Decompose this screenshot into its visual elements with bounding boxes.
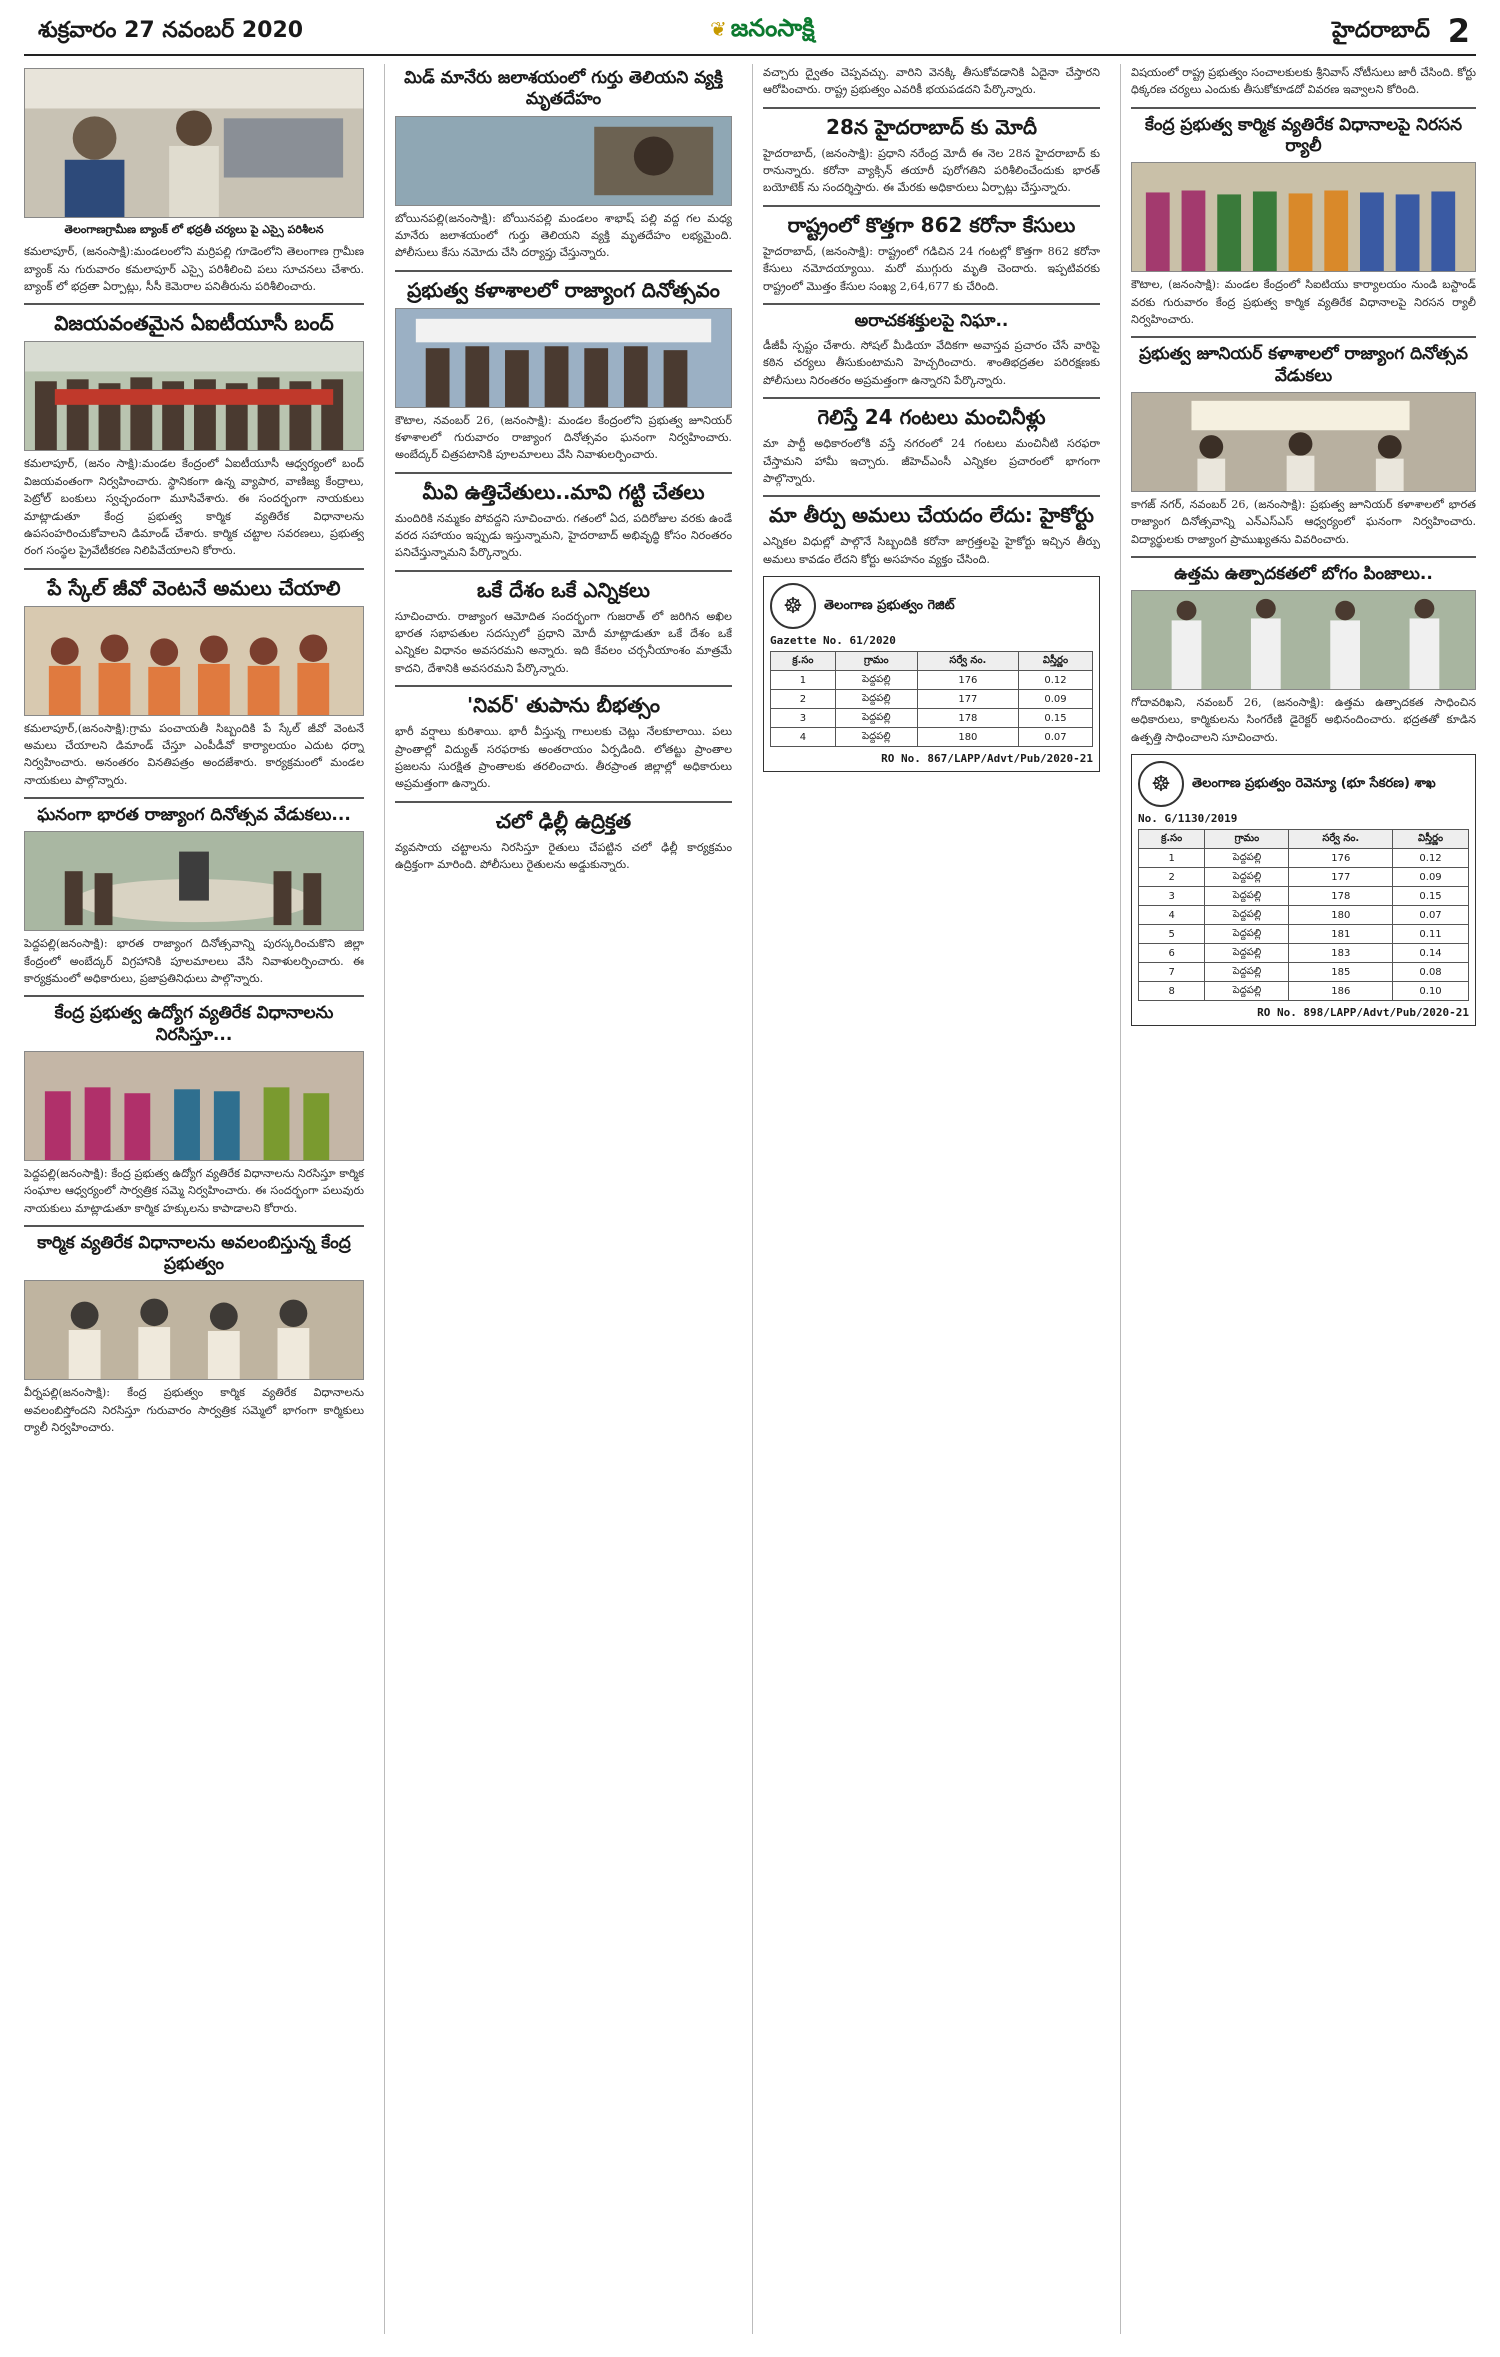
productivity-body: గోదావరిఖని, నవంబర్ 26, (జనంసాక్షి): ఉత్తమ ఉత్పాదకత సాధించిన అధికారులు, కార్మికులను సింగరేణి డైరెక్టర్ అభినందించారు. భద్రతతో కూడిన ఉత్పత్తి సాధించాలని సూచించారు.	[1131, 696, 1476, 744]
modi-visit-body: హైదరాబాద్, (జనంసాక్షి): ప్రధాని నరేంద్ర మోదీ ఈ నెల 28న హైదరాబాద్ కు రానున్నారు. కరోనా వ్యాక్సిన్ తయారీ పురోగతిని పరిశీలించేందుకు భారత్ బయోటెక్ ను సందర్శిస్తారు. ఈ మేరకు అధికారులు ఏర్పాట్లు చేస్తున్నారు.	[763, 146, 1100, 195]
story-divider	[395, 801, 732, 803]
high-court-body: ఎన్నికల విధుల్లో పాల్గొనే సిబ్బందికి కరోనా జాగ్రత్తలపై హైకోర్టు ఇచ్చిన తీర్పు అమలు కావడం లేదని కోర్టు అసహనం వ్యక్తం చేసింది.	[763, 535, 1100, 566]
table-cell: 6	[1139, 944, 1205, 963]
table-cell: 177	[917, 690, 1018, 709]
story-protest-rally	[1131, 115, 1476, 329]
table-cell: 0.10	[1393, 982, 1469, 1001]
story-bank-inspection	[24, 68, 364, 295]
story-constitution-day	[24, 805, 364, 987]
table-cell: 185	[1289, 963, 1393, 982]
table-cell: 0.07	[1018, 728, 1092, 747]
story-divider	[763, 205, 1100, 207]
table-cell: 0.09	[1018, 690, 1092, 709]
table-row	[1139, 982, 1469, 1001]
drinking-water-body: మా పార్టీ అధికారంలోకి వస్తే నగరంలో 24 గంటలు మంచినీటి సరఫరా చేస్తామని హామీ ఇచ్చారు. జీహెచ్ఎంసీ ఎన్నికల ప్రచారంలో భాగంగా పాల్గొన్నారు.	[763, 437, 1100, 485]
govt-college-body: కౌటాల, నవంబర్ 26, (జనంసాక్షి): మండల కేంద్రంలోని ప్రభుత్వ జూనియర్ కళాశాలలో గురువారం రాజ్యాంగ దినోత్సవం ఘనంగా నిర్వహించారు. అంబేద్కర్ చిత్రపటానికి పూలమాలలు వేసి నివాళులర్పించారు.	[395, 413, 732, 462]
productivity-photo	[1131, 590, 1476, 690]
gazette-header	[1138, 761, 1469, 807]
column-1	[24, 64, 374, 2334]
corona-cases-headline: రాష్ట్రంలో కొత్తగా 862 కరోనా కేసులు	[787, 212, 1076, 237]
table-cell: పెద్దపల్లి	[1205, 868, 1289, 887]
gazette-col-header: క్ర.సం	[771, 652, 836, 671]
story-divider	[24, 1225, 364, 1227]
table-cell: 0.09	[1393, 868, 1469, 887]
story-divider	[1131, 336, 1476, 338]
bank-inspection-photo	[24, 68, 364, 218]
chalo-delhi-body: వ్యవసాయ చట్టాలను నిరసిస్తూ రైతులు చేపట్టిన చలో ఢిల్లీ కార్యక్రమం ఉద్రిక్తంగా మారింది. పోలీసులు రైతులను అడ్డుకున్నారు.	[395, 840, 732, 871]
table-cell: 0.07	[1393, 906, 1469, 925]
table-cell: పెద్దపల్లి	[1205, 887, 1289, 906]
table-cell: 0.14	[1393, 944, 1469, 963]
high-court-headline: మా తీర్పు అమలు చేయదం లేదు: హైకోర్టు	[769, 503, 1094, 528]
table-cell: 4	[771, 728, 836, 747]
table-row	[771, 709, 1093, 728]
emblem-seal-icon: ☸	[1138, 761, 1184, 807]
leaf-icon: ❦	[710, 17, 727, 41]
table-cell: 4	[1139, 906, 1205, 925]
story-divider	[24, 303, 364, 305]
mid-manair-body: బోయినపల్లి(జనంసాక్షి): బోయినపల్లి మండలం శాభాష్ పల్లి వద్ద గల మధ్య మానేరు జలాశయంలో గుర్తు తెలియని వ్యక్తి మృతదేహం లభ్యమైంది. పోలీసులు కేసు నమోదు చేసి దర్యాప్తు చేస్తున్నారు.	[395, 211, 732, 260]
story-surveillance	[763, 311, 1100, 389]
table-cell: 178	[1289, 887, 1393, 906]
table-cell: పెద్దపల్లి	[835, 709, 917, 728]
protest-rally-headline: కేంద్ర ప్రభుత్వ కార్మిక వ్యతిరేక విధానాలపై నిరసన ర్యాలీ	[1144, 114, 1463, 156]
story-divider	[24, 995, 364, 997]
story-divider	[395, 472, 732, 474]
surveillance-headline: అరాచకశక్తులపై నిఘా..	[854, 310, 1009, 331]
chalo-delhi-headline: చలో ఢిల్లీ ఉద్రిక్తత	[495, 808, 632, 833]
table-cell: 3	[1139, 887, 1205, 906]
story-divider	[763, 397, 1100, 399]
gazette-number: No. G/1130/2019	[1138, 812, 1238, 826]
table-cell: పెద్దపల్లి	[1205, 963, 1289, 982]
story-mere-hands	[395, 480, 732, 562]
story-payscale-go	[24, 576, 364, 789]
masthead	[24, 12, 1476, 52]
table-cell: పెద్దపల్లి	[1205, 849, 1289, 868]
table-cell: 8	[1139, 982, 1205, 1001]
story-divider	[763, 107, 1100, 109]
gazette-title: తెలంగాణ ప్రభుత్వం రెవెన్యూ (భూ సేకరణ) శాఖ	[1192, 776, 1436, 792]
bank-inspection-caption: తెలంగాణగ్రామీణ బ్యాంక్ లో భద్రతీ చర్యలు పై ఎస్సై పరిశీలన	[64, 223, 324, 236]
table-cell: 186	[1289, 982, 1393, 1001]
payscale-go-body: కమలాపూర్,(జనంసాక్షి):గ్రామ పంచాయతీ సిబ్బందికి పే స్కేల్ జీవో వెంటనే అమలు చేయాలని డిమాండ్ చేస్తూ ఎంపీడీవో కార్యాలయం ఎదుట ధర్నా నిర్వహించారు. అనంతరం వినతిపత్రం అందజేశారు. కార్యక్రమంలో మండల నాయకులు పాల్గొన్నారు.	[24, 721, 364, 787]
gazette-col-header: గ్రామం	[1205, 830, 1289, 849]
table-row	[1139, 944, 1469, 963]
anti-labour-photo	[24, 1280, 364, 1380]
table-cell: పెద్దపల్లి	[835, 690, 917, 709]
story-central-policies	[24, 1003, 364, 1217]
table-cell: 7	[1139, 963, 1205, 982]
central-policies-body: పెద్దపల్లి(జనంసాక్షి): కేంద్ర ప్రభుత్వ ఉద్యోగ వ్యతిరేక విధానాలను నిరసిస్తూ కార్మిక సంఘాల ఆధ్వర్యంలో సార్వత్రిక సమ్మె నిర్వహించారు. ఈ సందర్భంగా పలువురు నాయకులు మాట్లాడుతూ కార్మిక హక్కులను కాపాడాలని కోరారు.	[24, 1166, 364, 1215]
mere-hands-headline: మీవి ఉత్తిచేతులు..మావి గట్టి చేతలు	[422, 479, 705, 504]
column-4	[1120, 64, 1476, 2334]
table-cell: 180	[917, 728, 1018, 747]
gazette-ro-number: RO No. 898/LAPP/Advt/Pub/2020-21	[1257, 1006, 1469, 1020]
column-2	[384, 64, 742, 2334]
gazette-ro-number: RO No. 867/LAPP/Advt/Pub/2020-21	[881, 752, 1093, 765]
gazette-number: Gazette No. 61/2020	[770, 634, 896, 647]
nivar-cyclone-body: భారీ వర్షాలు కురిశాయి. భారీ వీస్తున్న గాలులకు చెట్లు నేలకూలాయి. పలు ప్రాంతాల్లో విద్యుత్ సరఫరాకు అంతరాయం ఏర్పడింది. లోతట్టు ప్రాంతాల ప్రజలను సురక్షిత ప్రాంతాలకు తరలించారు. తీరప్రాంత జిల్లాల్లో అధికారులు అప్రమత్తంగా ఉన్నారు.	[395, 725, 732, 791]
table-row	[771, 690, 1093, 709]
central-policies-headline: కేంద్ర ప్రభుత్వ ఉద్యోగ వ్యతిరేక విధానాలను నిరసిస్తూ...	[54, 1003, 334, 1045]
table-row	[1139, 925, 1469, 944]
surveillance-body: డీజీపీ స్పష్టం చేశారు. సోషల్ మీడియా వేదికగా అవాస్తవ ప్రచారం చేసే వారిపై కఠిన చర్యలు తీసుకుంటామని హెచ్చరించారు. శాంతిభద్రతల పరిరక్షణకు పోలీసులు నిరంతరం అప్రమత్తంగా ఉన్నారని పేర్కొన్నారు.	[763, 339, 1100, 387]
central-policies-photo	[24, 1051, 364, 1161]
gazette-col-header: క్ర.సం	[1139, 830, 1205, 849]
issue-date: శుక్రవారం 27 నవంబర్ 2020	[38, 18, 304, 43]
story-productivity	[1131, 564, 1476, 746]
gazette-col-header: సర్వే నం.	[1289, 830, 1393, 849]
constitution-day-body: పెద్దపల్లి(జనంసాక్షి): భారత రాజ్యాంగ దినోత్సవాన్ని పురస్కరించుకొని జిల్లా కేంద్రంలో అంబేద్కర్ విగ్రహానికి పూలమాలలు వేసి నివాళులర్పించారు. ఈ కార్యక్రమంలో అధికారులు, ప్రజాప్రతినిధులు పాల్గొన్నారు.	[24, 937, 364, 986]
table-row	[1139, 963, 1469, 982]
table-cell: పెద్దపల్లి	[1205, 925, 1289, 944]
story-divider	[395, 270, 732, 272]
story-mid-manair	[395, 68, 732, 262]
table-cell: పెద్దపల్లి	[1205, 906, 1289, 925]
table-cell: 0.15	[1393, 887, 1469, 906]
table-cell: 181	[1289, 925, 1393, 944]
college-constitution-headline: ప్రభుత్వ జూనియర్ కళాశాలలో రాజ్యాంగ దినోత్సవ వేడుకలు	[1139, 344, 1468, 386]
table-cell: 3	[771, 709, 836, 728]
contempt-notice-body: విషయంలో రాష్ట్ర ప్రభుత్వం సంచాలకులకు శ్రీనివాస్ నోటీసులు జారీ చేసింది. కోర్టు ధిక్కరణ చర్యలు ఎందుకు తీసుకోకూడదో వివరణ ఇవ్వాలని కోరింది.	[1131, 66, 1476, 97]
table-cell: 183	[1289, 944, 1393, 963]
modi-visit-headline: 28న హైదరాబాద్ కు మోదీ	[826, 114, 1037, 139]
story-modi-visit	[763, 115, 1100, 197]
table-cell: పెద్దపల్లి	[1205, 944, 1289, 963]
story-divider	[395, 570, 732, 572]
gazette-title: తెలంగాణ ప్రభుత్వం గెజిట్	[824, 598, 955, 614]
protest-rally-photo	[1131, 162, 1476, 272]
gazette-table	[770, 651, 1093, 747]
college-constitution-photo	[1131, 392, 1476, 492]
table-cell: 5	[1139, 925, 1205, 944]
gazette-notice-2	[1131, 754, 1476, 1026]
table-cell: 2	[771, 690, 836, 709]
bank-inspection-body: కమలాపూర్, (జనంసాక్షి):మండలంలోని మర్రిపల్లి గూడెంలోని తెలంగాణ గ్రామీణ బ్యాంక్ ను గురువారం కమలాపూర్ ఎస్సై పరిశీలించి పలు సూచనలు చేశారు. బ్యాంక్ లో భద్రతా ఏర్పాట్లు, సీసీ కెమెరాల పనితీరును పరిశీలించారు.	[24, 245, 364, 294]
continued-body: వచ్చారు ద్వైతం చెప్పవచ్చు. వారిని వెనక్కి తీసుకోవడానికి ఏదైనా చేస్తారని ఆరోపించారు. రాష్ట్ర ప్రభుత్వం ఎవరికీ భయపడదని పేర్కొన్నారు.	[763, 66, 1100, 97]
page-number: 2	[1447, 12, 1470, 50]
protest-rally-body: కౌటాల, (జనంసాక్షి): మండల కేంద్రంలో సిఐటియు కార్యాలయం నుండి బస్టాండ్ వరకు గురువారం కేంద్ర ప్రభుత్వ కార్మిక వ్యతిరేక విధానాలపై నిరసన ర్యాలీ నిర్వహించారు.	[1131, 278, 1476, 326]
story-anti-labour	[24, 1233, 364, 1437]
aituc-bandh-headline: విజయవంతమైన ఏఐటీయూసీ బంద్	[54, 311, 334, 336]
table-row	[1139, 849, 1469, 868]
table-cell: 0.15	[1018, 709, 1092, 728]
story-drinking-water	[763, 405, 1100, 487]
table-cell: 0.12	[1393, 849, 1469, 868]
gazette-header	[770, 583, 1093, 629]
constitution-day-photo	[24, 831, 364, 931]
table-row	[1139, 887, 1469, 906]
gazette-col-header: విస్తీర్ణం	[1018, 652, 1092, 671]
table-cell: 0.11	[1393, 925, 1469, 944]
story-college-constitution	[1131, 344, 1476, 548]
table-row	[1139, 906, 1469, 925]
aituc-bandh-photo	[24, 341, 364, 451]
table-cell: 2	[1139, 868, 1205, 887]
gazette-col-header: విస్తీర్ణం	[1393, 830, 1469, 849]
story-corona-cases	[763, 213, 1100, 295]
story-divider	[24, 568, 364, 570]
story-aituc-bandh	[24, 311, 364, 559]
story-govt-college	[395, 278, 732, 464]
anti-labour-headline: కార్మిక వ్యతిరేక విధానాలను అవలంబిస్తున్న కేంద్ర ప్రభుత్వం	[37, 1232, 351, 1275]
table-cell: 0.08	[1393, 963, 1469, 982]
paper-logo	[710, 14, 815, 48]
story-divider	[763, 303, 1100, 305]
masthead-rule	[24, 54, 1476, 56]
payscale-go-photo	[24, 606, 364, 716]
drinking-water-headline: గెలిస్తే 24 గంటలు మంచినీళ్లు	[817, 405, 1046, 430]
gazette-table	[1138, 829, 1469, 1001]
nivar-cyclone-headline: 'నివర్' తుపాను బీభత్సం	[466, 693, 661, 718]
table-cell: 0.12	[1018, 671, 1092, 690]
table-cell: 1	[771, 671, 836, 690]
table-row	[771, 728, 1093, 747]
table-cell: 176	[1289, 849, 1393, 868]
column-3	[752, 64, 1110, 2334]
mere-hands-body: మందిరికి నమ్మకం పోవద్దని సూచించారు. గతంలో ఏద, పదిరోజుల వరకు ఉండే వరద సహాయం ఇప్పుడు ఇస్తున్నామని, హైదరాబాద్ అభివృద్ధి కోసం నిరంతరం పనిచేస్తున్నామని పేర్కొన్నారు.	[395, 511, 732, 560]
anti-labour-body: వీర్నపల్లి(జనంసాక్షి): కేంద్ర ప్రభుత్వం కార్మిక వ్యతిరేక విధానాలను అవలంబిస్తోందని నిరసిస్తూ గురువారం సార్వత్రిక సమ్మెలో భాగంగా కార్మికులు ర్యాలీ నిర్వహించారు.	[24, 1386, 364, 1435]
story-high-court	[763, 503, 1100, 568]
one-nation-body: సూచించారు. రాజ్యాంగ ఆమోదిత సందర్భంగా గుజరాత్ లో జరిగిన అఖిల భారత సభాపతుల సదస్సులో ప్రధాని మోదీ మాట్లాడుతూ ఒకే దేశం ఒకే ఎన్నికల విధానం అవసరమని అన్నారు. ఇది కేవలం చర్చనీయాంశం మాత్రమే కాదని, దేశానికి అవసరమని పేర్కొన్నారు.	[395, 609, 732, 675]
edition-city: హైదరాబాద్	[1332, 18, 1430, 43]
table-cell: పెద్దపల్లి	[835, 728, 917, 747]
college-constitution-body: కాగజ్ నగర్, నవంబర్ 26, (జనంసాక్షి): ప్రభుత్వ జూనియర్ కళాశాలలో భారత రాజ్యాంగ దినోత్సవాన్ని ఎన్ఎస్ఎస్ ఆధ్వర్యంలో ఘనంగా నిర్వహించారు. విద్యార్థులకు రాజ్యాంగ ప్రాముఖ్యతను వివరించారు.	[1131, 497, 1476, 546]
gazette-notice-1	[763, 576, 1100, 772]
story-continued	[763, 64, 1100, 99]
mid-manair-photo	[395, 116, 732, 206]
gazette-col-header: గ్రామం	[835, 652, 917, 671]
table-cell: 177	[1289, 868, 1393, 887]
govt-college-photo	[395, 308, 732, 408]
table-cell: 176	[917, 671, 1018, 690]
payscale-go-headline: పే స్కేల్ జీవో వెంటనే అమలు చేయాలి	[47, 575, 341, 600]
story-divider	[763, 495, 1100, 497]
story-chalo-delhi	[395, 809, 732, 874]
story-divider	[395, 685, 732, 687]
table-cell: 180	[1289, 906, 1393, 925]
gazette-col-header: సర్వే నం.	[917, 652, 1018, 671]
table-row	[1139, 868, 1469, 887]
story-one-nation-one-election	[395, 578, 732, 677]
aituc-bandh-body: కమలాపూర్, (జనం సాక్షి):మండల కేంద్రంలో ఏఐటీయూసీ ఆధ్వర్యంలో బంద్ విజయవంతంగా నిర్వహించారు. స్థానికంగా ఉన్న వ్యాపార, వాణిజ్య కేంద్రాలు, పెట్రోల్ బంకులు స్వచ్ఛందంగా మూసివేశారు. ఈ సందర్భంగా నాయకులు మాట్లాడుతూ కేంద్ర ప్రభుత్వ కార్మిక వ్యతిరేక విధానాలను ఉపసంహరించుకోవాలని డిమాండ్ చేశారు. కార్మిక చట్టాల సవరణలు, ప్రభుత్వ రంగ సంస్థల ప్రైవేటీకరణ నిలిపివేయాలని కోరారు.	[24, 457, 364, 558]
table-cell: 1	[1139, 849, 1205, 868]
table-row	[771, 671, 1093, 690]
story-divider	[24, 797, 364, 799]
one-nation-headline: ఒకే దేశం ఒకే ఎన్నికలు	[477, 577, 650, 602]
story-contempt-notice	[1131, 64, 1476, 99]
story-divider	[1131, 107, 1476, 109]
constitution-day-headline: ఘనంగా భారత రాజ్యాంగ దినోత్సవ వేడుకలు...	[37, 805, 351, 826]
emblem-seal-icon: ☸	[770, 583, 816, 629]
corona-cases-body: హైదరాబాద్, (జనంసాక్షి): రాష్ట్రంలో గడిచిన 24 గంటల్లో కొత్తగా 862 కరోనా కేసులు నమోదయ్యాయి. మరో ముగ్గురు మృతి చెందారు. ఇప్పటివరకు రాష్ట్రంలో మొత్తం కేసుల సంఖ్య 2,64,677 కు చేరింది.	[763, 244, 1100, 293]
table-cell: పెద్దపల్లి	[835, 671, 917, 690]
mid-manair-headline: మిడ్ మానేరు జలాశయంలో గుర్తు తెలియని వ్యక్తి మృతదేహం	[404, 68, 723, 110]
story-divider	[1131, 556, 1476, 558]
productivity-headline: ఉత్తమ ఉత్పాదకతలో బోగం పింజాలు..	[1174, 563, 1433, 584]
paper-name: జనంసాక్షి	[730, 14, 815, 42]
story-nivar-cyclone	[395, 693, 732, 792]
govt-college-headline: ప్రభుత్వ కళాశాలలో రాజ్యాంగ దినోత్సవం	[407, 277, 720, 302]
table-cell: పెద్దపల్లి	[1205, 982, 1289, 1001]
table-cell: 178	[917, 709, 1018, 728]
